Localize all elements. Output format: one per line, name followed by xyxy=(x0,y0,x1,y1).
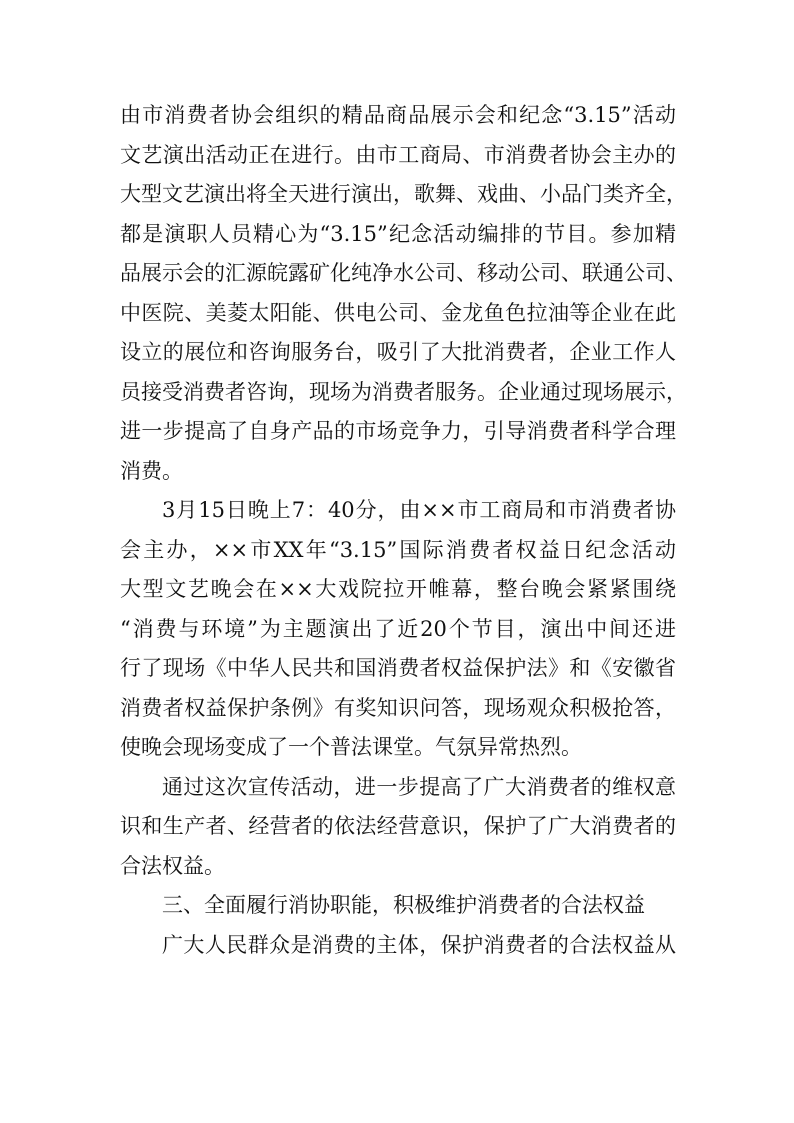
document-body xyxy=(120,96,687,965)
text-line: 使晚会现场变成了一个普法课堂。气氛异常热烈。 xyxy=(120,735,582,759)
text-line: 品展示会的汇源皖露矿化纯净水公司、移动公司、联通公司、 xyxy=(120,261,687,285)
text-line: 合法权益。 xyxy=(120,853,225,878)
text-line: 3月15日晚上7：40分，由××市工商局和市消费者协 xyxy=(162,498,676,522)
text-line: “消费与环境”为主题演出了近20个节目，演出中间还进 xyxy=(120,616,676,641)
paragraph xyxy=(120,491,676,768)
text-line: 中医院、美菱太阳能、供电公司、金龙鱼色拉油等企业在此 xyxy=(120,300,676,325)
text-line: 员接受消费者咨询，现场为消费者服务。企业通过现场展示， xyxy=(120,379,687,404)
text-line: 消费。 xyxy=(120,458,183,483)
paragraph xyxy=(120,768,676,887)
text-line: 大型文艺演出将全天进行演出，歌舞、戏曲、小品门类齐全， xyxy=(120,182,687,206)
text-line: 由市消费者协会组织的精品商品展示会和纪念“3.15”活动 xyxy=(120,103,676,127)
text-line: 都是演职人员精心为“3.15”纪念活动编排的节目。参加精 xyxy=(120,221,676,246)
paragraph xyxy=(120,886,676,926)
text-line: 大型文艺晚会在××大戏院拉开帷幕，整台晚会紧紧围绕 xyxy=(120,577,676,601)
text-line: 消费者权益保护条例》有奖知识问答，现场观众积极抢答， xyxy=(120,695,676,720)
text-line: 设立的展位和咨询服务台，吸引了大批消费者，企业工作人 xyxy=(120,340,676,364)
text-line: 广大人民群众是消费的主体，保护消费者的合法权益从 xyxy=(162,932,676,957)
text-line: 会主办，××市XX年“3.15”国际消费者权益日纪念活动 xyxy=(120,537,676,562)
text-line: 识和生产者、经营者的依法经营意识，保护了广大消费者的 xyxy=(120,814,676,838)
text-line: 通过这次宣传活动，进一步提高了广大消费者的维权意 xyxy=(162,774,676,799)
text-line: 进一步提高了自身产品的市场竞争力，引导消费者科学合理 xyxy=(120,419,676,443)
text-line: 三、全面履行消协职能，积极维护消费者的合法权益 xyxy=(162,893,645,917)
paragraph xyxy=(120,926,676,966)
paragraph xyxy=(120,96,687,491)
text-line: 文艺演出活动正在进行。由市工商局、市消费者协会主办的 xyxy=(120,142,676,167)
text-line: 行了现场《中华人民共和国消费者权益保护法》和《安徽省 xyxy=(120,656,676,680)
